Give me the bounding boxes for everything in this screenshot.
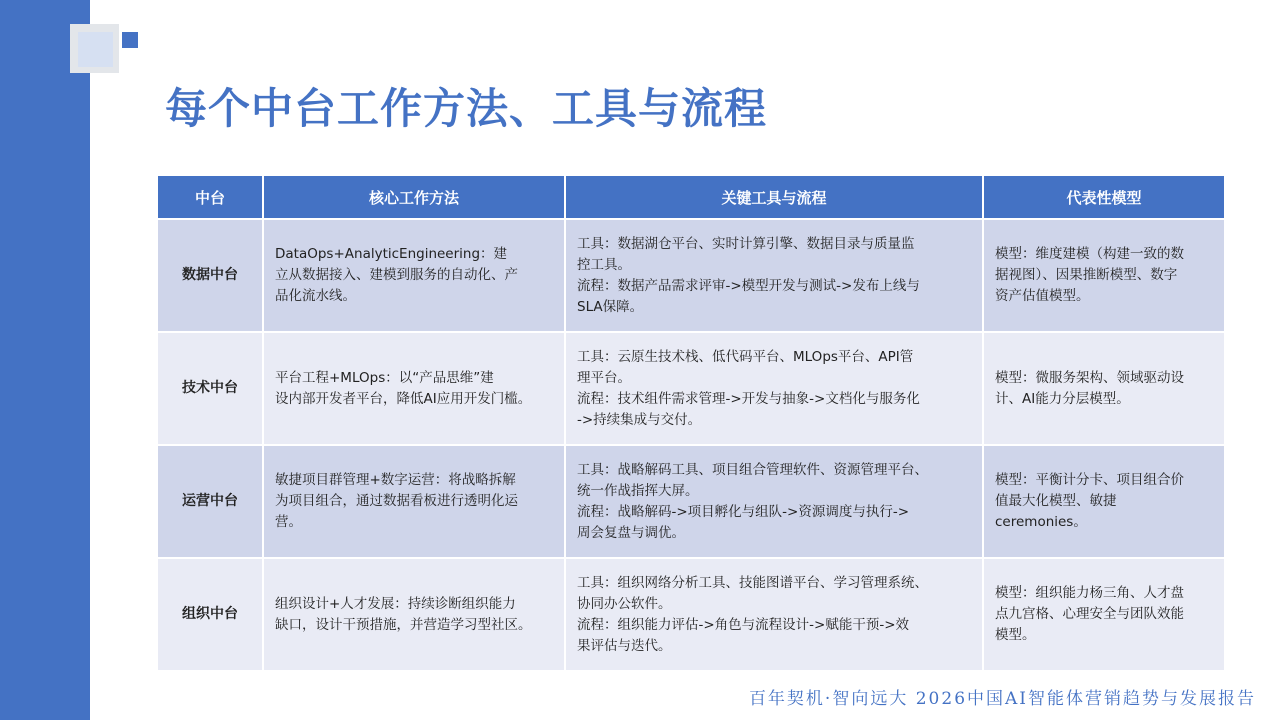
text-line: 缺口，设计干预措施，并营造学习型社区。 (275, 616, 532, 633)
platform-name: 数据中台 (157, 219, 263, 332)
text-line: 流程：组织能力评估->角色与流程设计->赋能干预->效 (577, 616, 910, 633)
text-line: 设内部开发者平台，降低AI应用开发门槛。 (275, 390, 532, 407)
text-line: 理平台。 (577, 369, 631, 386)
text-line: 平台工程+MLOps：以“产品思维”建 (275, 369, 494, 386)
text-line: 工具：战略解码工具、项目组合管理软件、资源管理平台、 (577, 461, 928, 478)
table-header-row (157, 175, 1225, 219)
text-line: 立从数据接入、建模到服务的自动化、产 (275, 267, 518, 283)
left-accent-bar (0, 0, 90, 720)
decorative-square-blue (122, 32, 138, 48)
page-title: 每个中台工作方法、工具与流程 (165, 84, 768, 133)
platform-name: 技术中台 (157, 332, 263, 445)
text-line: ceremonies。 (995, 514, 1087, 530)
header-platform: 中台 (157, 175, 263, 219)
text-line: 组织设计+人才发展：持续诊断组织能力 (275, 595, 516, 612)
text-line: 为项目组合，通过数据看板进行透明化运 (275, 493, 518, 509)
text-line: 工具：组织网络分析工具、技能图谱平台、学习管理系统、 (577, 574, 928, 591)
text-line: 模型：微服务架构、领域驱动设 (995, 369, 1184, 386)
text-line: 周会复盘与调优。 (577, 524, 685, 541)
text-line: 工具：云原生技术栈、低代码平台、MLOps平台、API管 (577, 348, 914, 365)
decorative-square-light-blue (78, 32, 113, 67)
tools-process-cell (565, 219, 983, 332)
text-line: DataOps+AnalyticEngineering：建 (275, 246, 508, 262)
table-row-ops-platform (157, 445, 1225, 558)
text-line: 点九宫格、心理安全与团队效能 (995, 606, 1184, 622)
footer-report-title: 百年契机·智向远大 2026中国AI智能体营销趋势与发展报告 (748, 689, 1256, 709)
models-cell (983, 332, 1225, 445)
text-line: 营。 (275, 514, 302, 530)
tools-process-cell (565, 558, 983, 671)
text-line: 流程：技术组件需求管理->开发与抽象->文档化与服务化 (577, 390, 920, 407)
text-line: 模型：维度建模（构建一致的数 (995, 246, 1184, 262)
text-line: ->持续集成与交付。 (577, 411, 702, 428)
text-line: 据视图）、因果推断模型、数字 (995, 267, 1178, 283)
table-row-tech-platform (157, 332, 1225, 445)
platform-name: 运营中台 (157, 445, 263, 558)
core-method-cell (263, 332, 565, 445)
text-line: 资产估值模型。 (995, 288, 1090, 304)
text-line: 模型：组织能力杨三角、人才盘 (995, 585, 1184, 601)
header-tools-process: 关键工具与流程 (565, 175, 983, 219)
core-method-cell (263, 445, 565, 558)
text-line: 控工具。 (577, 256, 631, 273)
text-line: 计、AI能力分层模型。 (995, 390, 1130, 407)
table-row-org-platform (157, 558, 1225, 671)
table-row-data-platform (157, 219, 1225, 332)
models-cell (983, 219, 1225, 332)
text-line: 流程：战略解码->项目孵化与组队->资源调度与执行-> (577, 503, 910, 520)
text-line: 果评估与迭代。 (577, 637, 672, 654)
text-line: SLA保障。 (577, 298, 644, 315)
middle-platform-table (156, 174, 1226, 672)
models-cell (983, 445, 1225, 558)
core-method-cell (263, 558, 565, 671)
text-line: 值最大化模型、敏捷 (995, 493, 1117, 509)
core-method-cell (263, 219, 565, 332)
text-line: 统一作战指挥大屏。 (577, 482, 699, 499)
tools-process-cell (565, 332, 983, 445)
header-models: 代表性模型 (983, 175, 1225, 219)
text-line: 流程：数据产品需求评审->模型开发与测试->发布上线与 (577, 277, 920, 294)
text-line: 敏捷项目群管理+数字运营：将战略拆解 (275, 472, 516, 488)
text-line: 协同办公软件。 (577, 595, 672, 612)
platform-name: 组织中台 (157, 558, 263, 671)
header-core-method: 核心工作方法 (263, 175, 565, 219)
text-line: 工具：数据湖仓平台、实时计算引擎、数据目录与质量监 (577, 235, 915, 252)
text-line: 模型。 (995, 627, 1036, 643)
models-cell (983, 558, 1225, 671)
text-line: 模型：平衡计分卡、项目组合价 (995, 472, 1184, 488)
tools-process-cell (565, 445, 983, 558)
text-line: 品化流水线。 (275, 288, 356, 304)
